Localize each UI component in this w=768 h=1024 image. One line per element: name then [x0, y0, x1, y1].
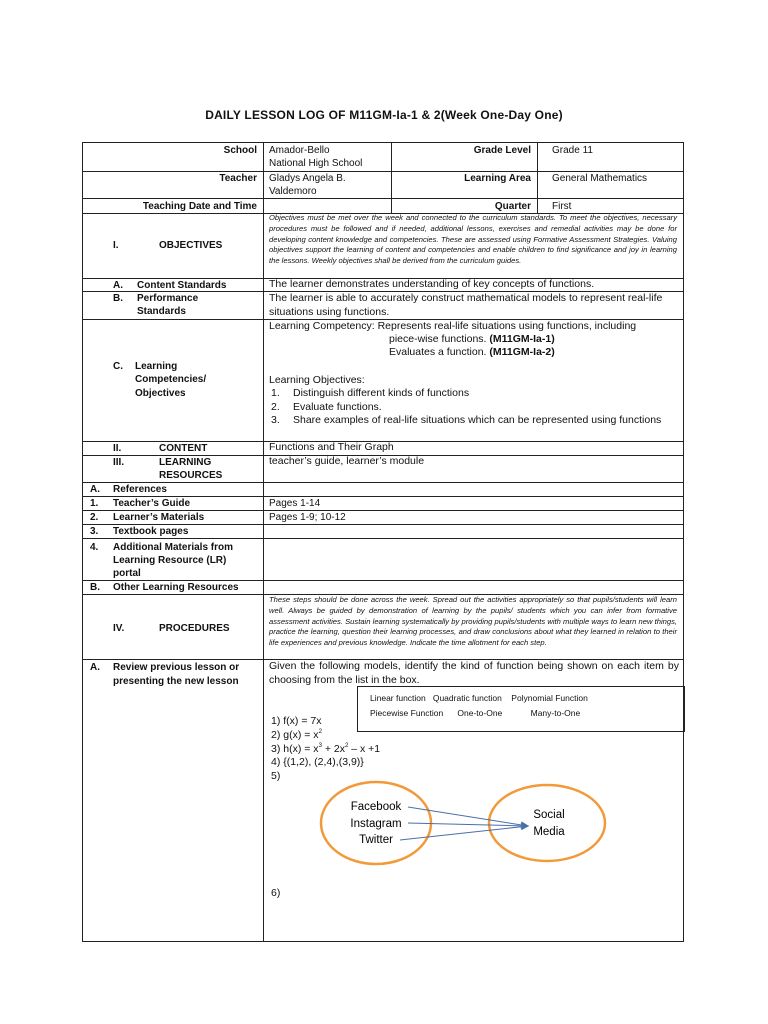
range-element: Media — [533, 826, 565, 838]
review-label: Review previous lesson or — [113, 662, 240, 673]
resources-heading-line2: RESOURCES — [159, 470, 223, 481]
school-value-line2: National High School — [269, 158, 363, 169]
competency-code: (M11GM-Ia-1) — [489, 333, 555, 345]
learning-competency-text: Evaluates a function. — [389, 346, 490, 358]
model-item-text: 2) g(x) = x — [271, 729, 319, 741]
other-resources-letter: B. — [90, 582, 100, 593]
additional-materials-label: Additional Materials from — [113, 542, 234, 553]
performance-standards-label-line2: Standards — [137, 306, 186, 317]
learning-competency-line1: Learning Competency: Represents real-life situations using functions, including — [269, 320, 637, 332]
reference-number: 3. — [90, 526, 99, 537]
learning-area-label: Learning Area — [464, 173, 531, 184]
content-heading: CONTENT — [159, 443, 208, 454]
model-item-text: 3) h(x) = x — [271, 743, 319, 755]
learning-competency-text: piece-wise functions. — [389, 333, 490, 345]
row-divider — [82, 538, 684, 539]
teacher-value-line2: Valdemoro — [269, 186, 317, 197]
competencies-letter: C. — [113, 361, 123, 372]
competencies-label-line3: Objectives — [135, 388, 186, 399]
additional-materials-label-line3: portal — [113, 568, 141, 579]
row-divider — [82, 198, 684, 199]
review-instructions: Given the following models, identify the kind of function being shown on each item by choosing from the list in the box. — [269, 660, 679, 686]
grade-level-value: Grade 11 — [552, 145, 593, 156]
model-item-3 — [271, 743, 380, 757]
function-choices-row1: Linear function Quadratic function Polynomial Function — [370, 693, 588, 703]
references-label: References — [113, 484, 167, 495]
column-divider — [263, 142, 264, 942]
teachers-guide-label: Teacher’s Guide — [113, 498, 191, 509]
learning-competency-line3 — [389, 346, 555, 360]
learners-materials-label: Learner’s Materials — [113, 512, 205, 523]
competencies-label: Learning — [135, 361, 178, 372]
review-label-line2: presenting the new lesson — [113, 676, 239, 687]
procedures-heading: PROCEDURES — [159, 623, 230, 634]
quarter-value: First — [552, 201, 572, 212]
model-item-5: 5) — [271, 770, 281, 782]
column-divider — [537, 142, 538, 213]
textbook-pages-label: Textbook pages — [113, 526, 189, 537]
procedures-number: IV. — [113, 623, 125, 634]
content-text: Functions and Their Graph — [269, 441, 394, 453]
grade-level-label: Grade Level — [473, 145, 531, 156]
learning-area-value: General Mathematics — [552, 173, 648, 184]
objective-item: Share examples of real-life situations which can be represented using functions — [293, 414, 662, 426]
competency-code: (M11GM-Ia-2) — [489, 346, 555, 358]
school-label: School — [223, 145, 257, 156]
model-item-4: 4) {(1,2), (2,4),(3,9)} — [271, 756, 364, 768]
other-resources-label: Other Learning Resources — [113, 582, 239, 593]
reference-number: 1. — [90, 498, 99, 509]
objectives-heading: OBJECTIVES — [159, 240, 223, 251]
school-value: Amador-Bello — [269, 145, 330, 156]
document-title: DAILY LESSON LOG OF M11GM-Ia-1 & 2(Week One-Day One) — [205, 108, 563, 122]
exponent: 2 — [344, 743, 349, 749]
learning-competency-line2 — [389, 333, 555, 347]
model-item-text: + 2x — [321, 743, 345, 755]
procedures-note: These steps should be done across the week. Spread out the activities appropriately so that pupils/students will learn well. Always be guided by demonstration of learning by the pupils/ students which you can infer from formative assessment activities. Sustain learning systematically by providing pupils/students with multiple ways to learn new things, practice the learning, question their learning processes, and draw conclusions about what they learned in relation to their life experiences and previous knowledge. Indicate the time allotment for each step. — [269, 595, 677, 648]
content-number: II. — [113, 443, 122, 454]
resources-text: teacher’s guide, learner’s module — [269, 455, 425, 467]
reference-number: 4. — [90, 542, 99, 553]
objectives-note: Objectives must be met over the week and connected to the curriculum standards. To meet the objectives, necessary procedures must be followed and if needed, additional lessons, exercises and remedial activities may be done for developing content knowledge and competencies. These are assessed using Formative Assessment Strategies. Valuing objectives support the learning of content and competencies and enable children to find significance and joy in learning the lessons. Weekly objectives shall be derived from the curriculum guides. — [269, 213, 677, 266]
references-letter: A. — [90, 484, 100, 495]
resources-number: III. — [113, 457, 125, 468]
exponent: 2 — [318, 729, 322, 735]
performance-standards-text: The learner is able to accurately construct mathematical models to represent real-life situations using functions. — [269, 292, 663, 318]
additional-materials-label-line2: Learning Resource (LR) — [113, 555, 227, 566]
performance-standards-label: Performance — [137, 293, 199, 304]
review-letter: A. — [90, 662, 100, 673]
objective-item: Distinguish different kinds of functions — [293, 387, 470, 399]
row-divider — [82, 482, 684, 483]
performance-standards-letter: B. — [113, 293, 123, 304]
function-choices-row2: Piecewise Function One-to-One Many-to-One — [370, 708, 581, 718]
model-item-1: 1) f(x) = 7x — [271, 715, 322, 727]
competencies-label-line2: Competencies/ — [135, 374, 207, 385]
domain-element: Instagram — [350, 818, 402, 830]
content-standards-label: Content Standards — [137, 280, 227, 291]
content-standards-letter: A. — [113, 280, 123, 291]
column-divider — [391, 142, 392, 213]
teachers-guide-pages: Pages 1-14 — [269, 498, 321, 509]
reference-number: 2. — [90, 512, 99, 523]
objectives-number: I. — [113, 240, 119, 251]
domain-element: Facebook — [350, 801, 402, 813]
mapping-diagram — [310, 780, 610, 880]
model-item-6: 6) — [271, 887, 281, 899]
model-item-text: – x +1 — [348, 743, 381, 755]
model-item-2 — [271, 729, 322, 743]
teacher-value: Gladys Angela B. — [269, 173, 346, 184]
resources-heading: LEARNING — [159, 457, 212, 468]
range-element: Social — [533, 809, 565, 821]
domain-element: Twitter — [359, 834, 393, 846]
quarter-label: Quarter — [494, 201, 531, 212]
mapping-arrow — [400, 826, 528, 840]
teaching-date-label: Teaching Date and Time — [142, 201, 257, 212]
content-standards-text: The learner demonstrates understanding of key concepts of functions. — [269, 278, 595, 290]
objective-number: 1. — [271, 387, 280, 399]
exponent: 3 — [318, 743, 322, 749]
teacher-label: Teacher — [219, 173, 257, 184]
objective-number: 3. — [271, 414, 280, 426]
objective-number: 2. — [271, 401, 280, 413]
objective-item: Evaluate functions. — [293, 401, 382, 413]
learning-objectives-title: Learning Objectives: — [269, 374, 365, 386]
learners-materials-pages: Pages 1-9; 10-12 — [269, 512, 346, 523]
